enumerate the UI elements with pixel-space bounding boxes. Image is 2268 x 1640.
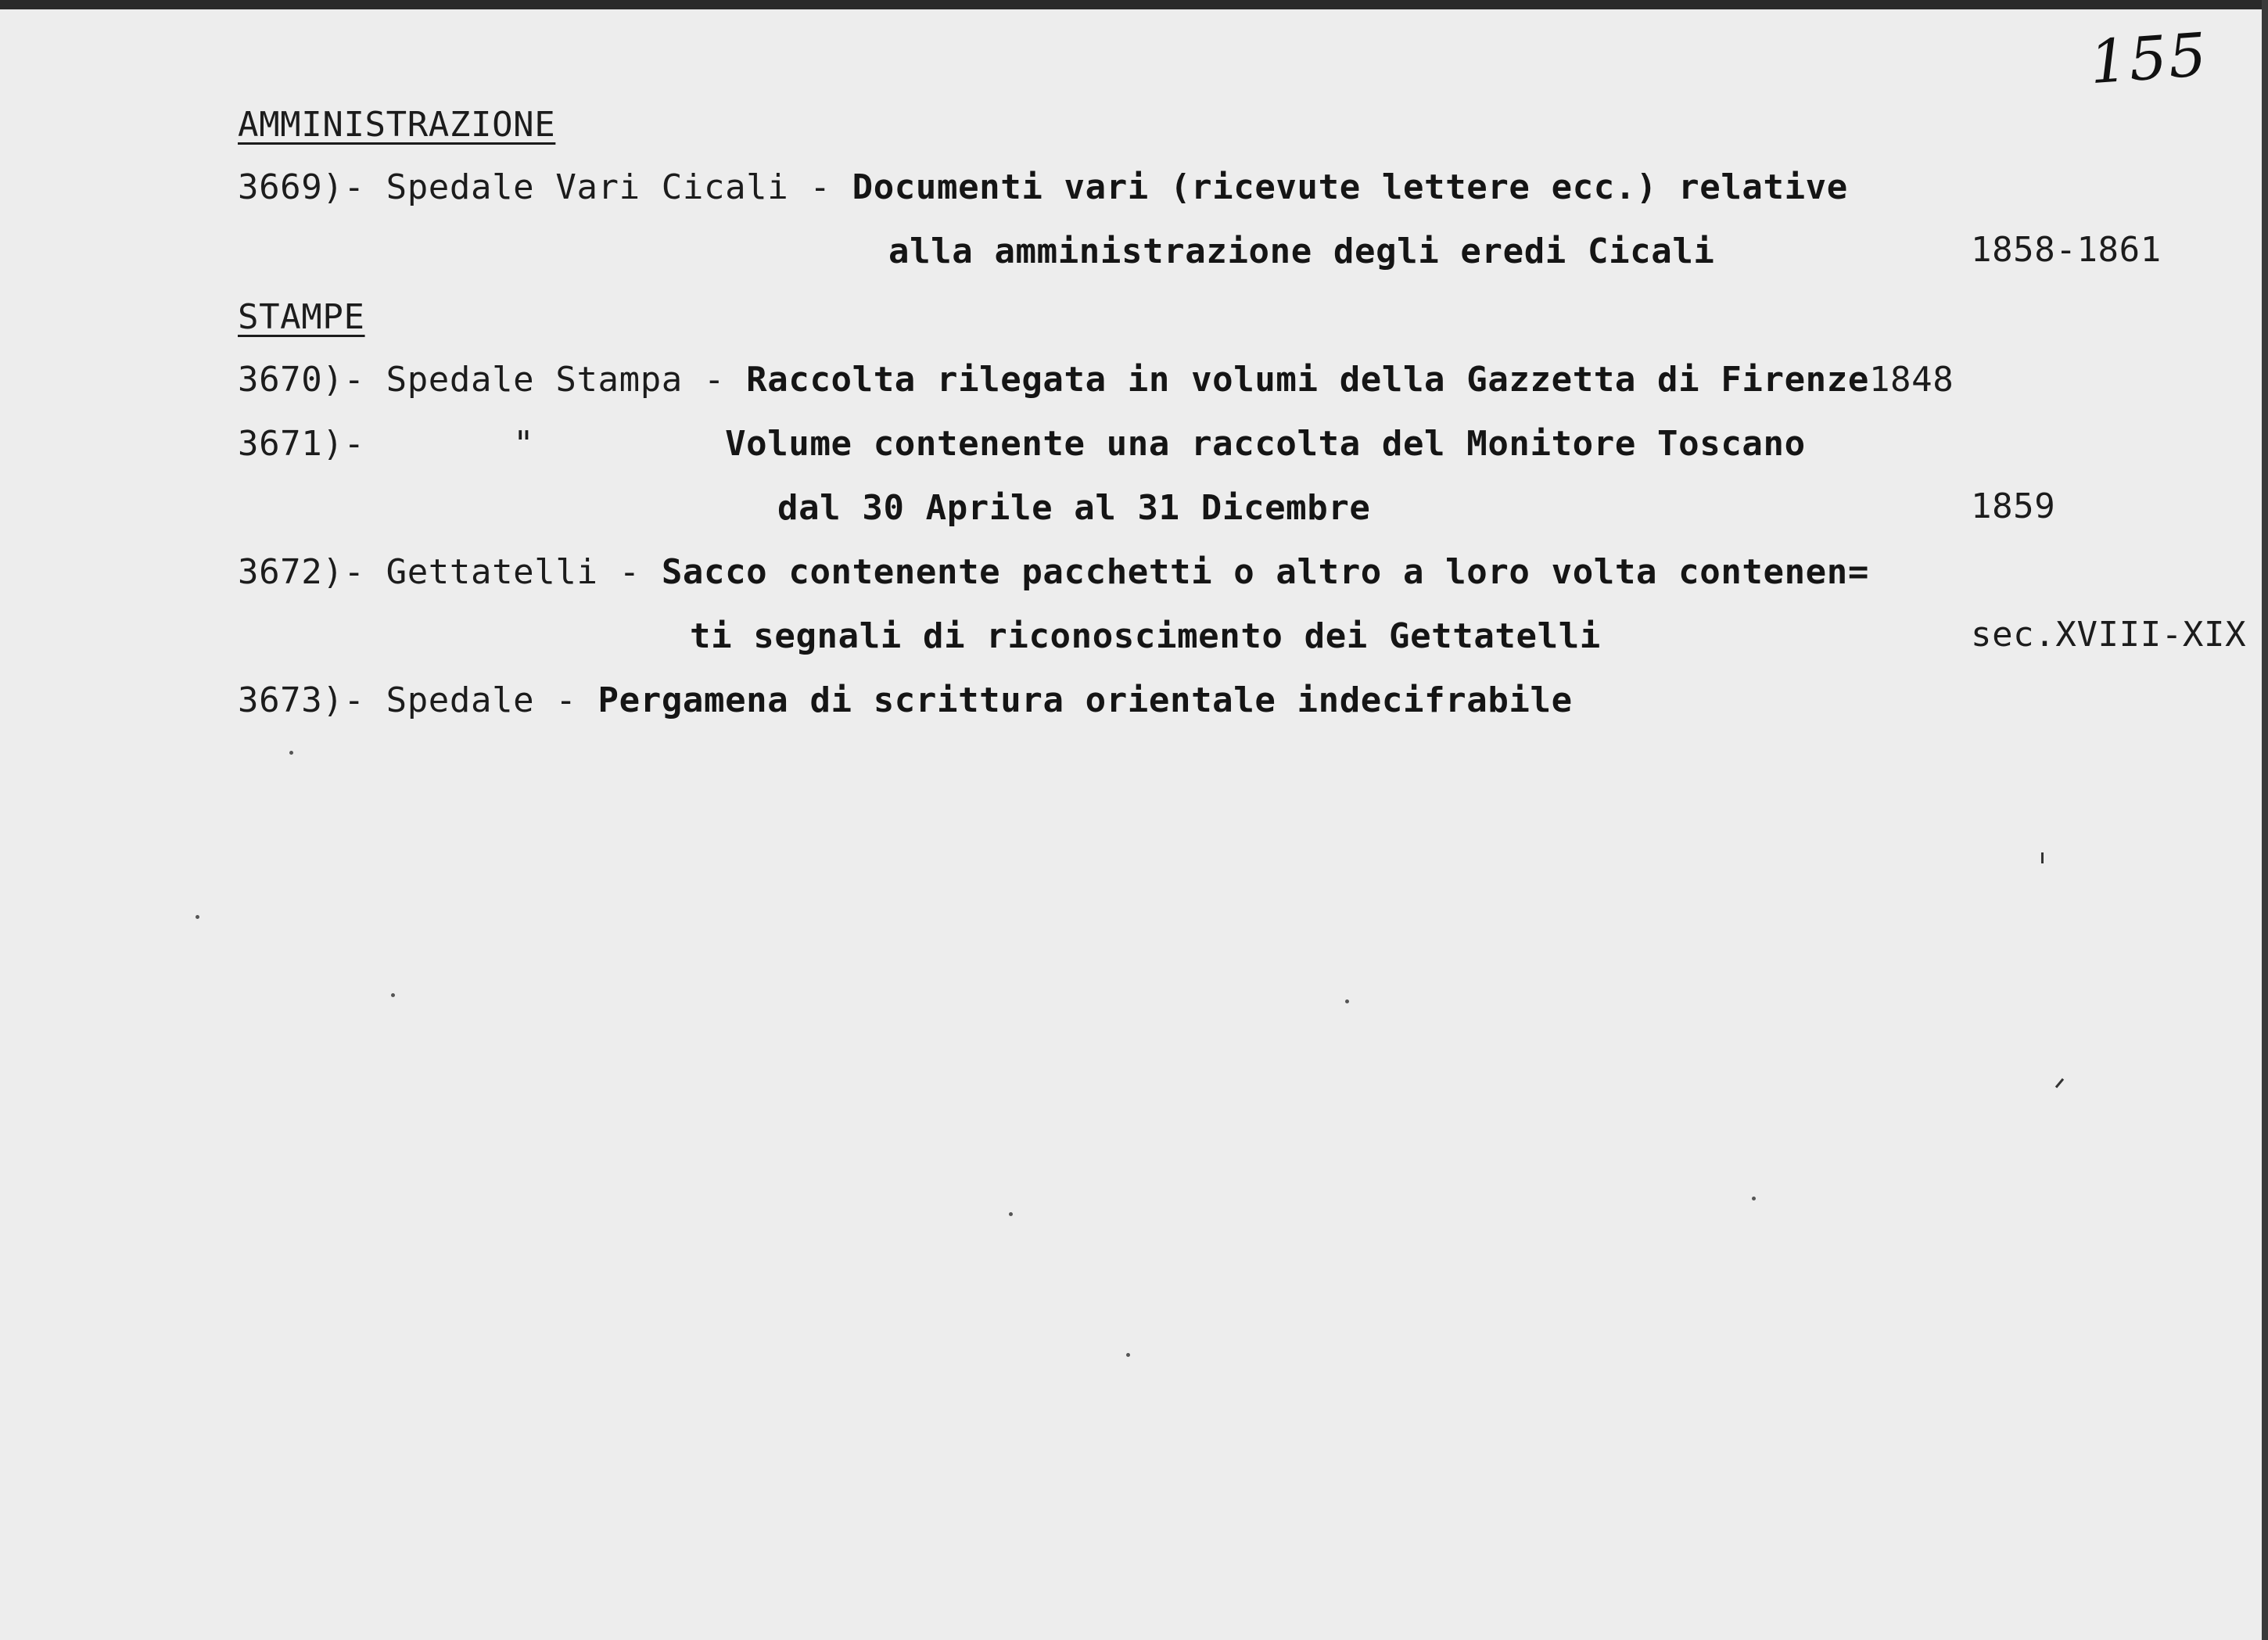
scan-speck <box>289 751 293 755</box>
section-heading-stampe: STAMPE <box>238 297 365 337</box>
scan-speck <box>196 915 199 919</box>
entry-3671-date: 1859 <box>1971 486 2056 526</box>
entry-3671-description: Volume contenente una raccolta del Monitore Toscano <box>725 424 1806 464</box>
entry-3670-line1 <box>238 358 1954 402</box>
entry-3671-line2: dal 30 Aprile al 31 Dicembre <box>777 488 1371 528</box>
entry-3672-date: sec.XVIII-XIX <box>1971 615 2247 655</box>
scan-speck <box>391 993 395 997</box>
entry-3672-prefix: 3672)- Gettatelli - <box>238 552 662 592</box>
entry-3672-line2: ti segnali di riconoscimento dei Gettatelli <box>690 616 1601 656</box>
entry-3669-date: 1858-1861 <box>1971 230 2162 270</box>
entry-3669-description: Documenti vari (ricevute lettere ecc.) relative <box>852 167 1848 207</box>
scan-speck <box>1126 1353 1130 1357</box>
handwritten-page-number: 155 <box>2087 19 2210 98</box>
scan-mark <box>2041 852 2044 863</box>
entry-3669-line1 <box>238 166 1848 210</box>
entry-3669-prefix: 3669)- Spedale Vari Cicali - <box>238 167 852 207</box>
entry-3669-line2: alla amministrazione degli eredi Cicali <box>888 231 1715 271</box>
entry-3672-description: Sacco contenente pacchetti o altro a loro volta contenen= <box>661 552 1869 592</box>
scan-speck <box>1009 1212 1013 1216</box>
scan-mark <box>2055 1078 2064 1089</box>
entry-3673-description: Pergamena di scrittura orientale indecifrabile <box>598 680 1573 720</box>
section-heading-amministrazione: AMMINISTRAZIONE <box>238 105 556 145</box>
scan-speck <box>1345 999 1349 1003</box>
scan-speck <box>1752 1197 1756 1200</box>
entry-3673-prefix: 3673)- Spedale - <box>238 680 598 720</box>
scan-top-border <box>0 0 2268 9</box>
entry-3673-line1 <box>238 679 1573 723</box>
entry-3672-line1 <box>238 551 1869 594</box>
entry-3671-prefix: 3671)- " <box>238 424 726 464</box>
scan-right-border <box>2262 0 2268 1640</box>
entry-3670-date: 1848 <box>1868 360 1954 400</box>
entry-3670-prefix: 3670)- Spedale Stampa - <box>238 360 747 400</box>
entry-3670-description: Raccolta rilegata in volumi della Gazzetta di Firenze <box>746 360 1869 400</box>
entry-3671-line1 <box>238 422 1806 466</box>
